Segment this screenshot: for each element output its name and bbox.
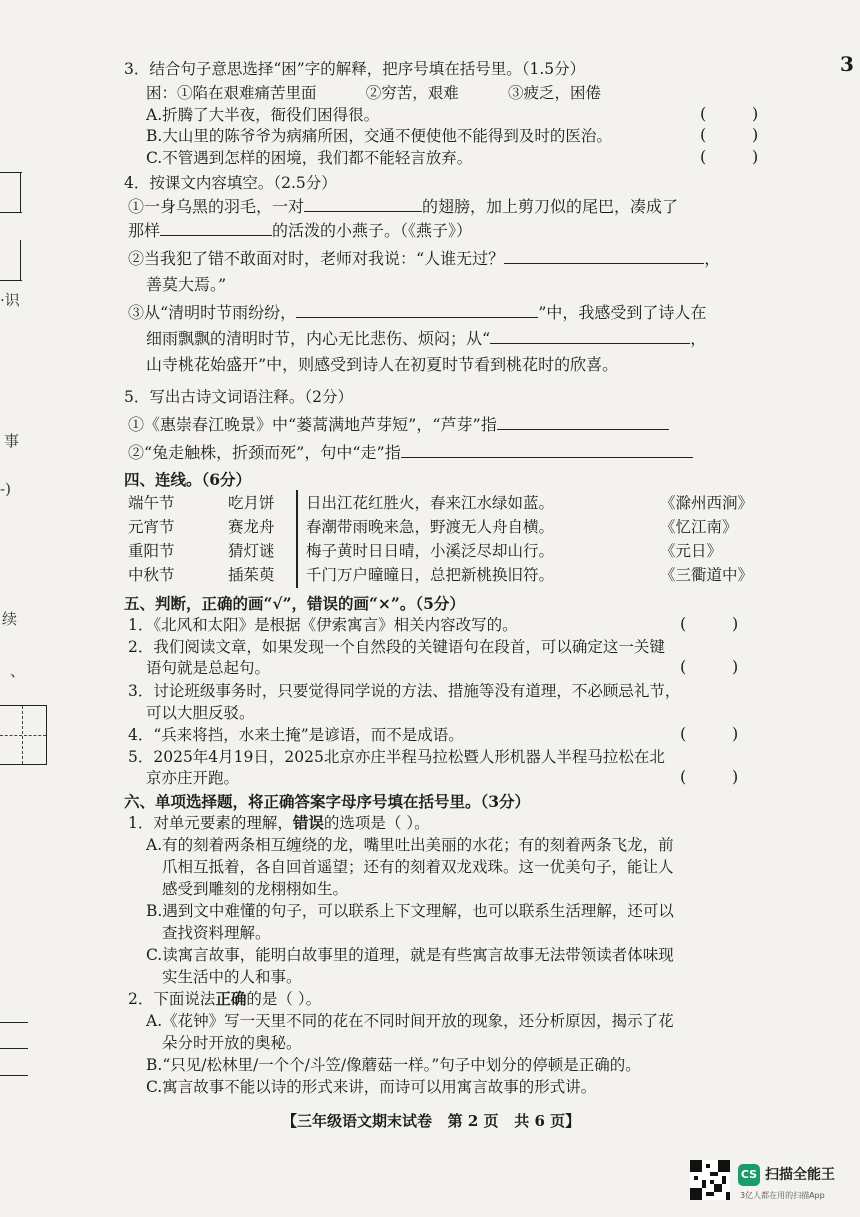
answer-parens[interactable]: ( ) [700, 147, 759, 166]
choice-q2 [128, 988, 321, 1010]
choice-q1-a: A.有的刻着两条相互缠绕的龙，嘴里吐出美丽的水花；有的刻着两条飞龙，前 [146, 836, 674, 854]
choice-q2-prefix: 2．下面说法 [128, 990, 216, 1008]
margin-line [0, 172, 22, 173]
q3-options: 困：①陷在艰难痛苦里面 ②穷苦，艰难 ③疲乏，困倦 [146, 84, 602, 102]
q4-line3 [128, 248, 720, 270]
margin-line [20, 240, 21, 280]
judge-item-4: 4．“兵来将挡，水来土掩”是谚语，而不是成语。 [128, 726, 464, 744]
page-corner-number: 3 [840, 52, 854, 76]
choice-q2-a: A.《花钟》写一天里不同的花在不同时间开放的现象，还分析原因，揭示了花 [146, 1012, 674, 1030]
choice-q1 [128, 812, 430, 834]
choice-q1-b-cont: 查找资料理解。 [162, 924, 271, 942]
festival-item[interactable]: 重阳节 [128, 542, 175, 560]
q4-line2b: 的活泼的小燕子。（《燕子》） [272, 221, 473, 240]
fill-blank[interactable] [304, 197, 422, 212]
choice-q1-a-cont: 爪相互抵着，各自回首遥望；还有的刻着双龙戏珠。这一优美句子，能让人 [162, 858, 674, 876]
section6-title: 六、单项选择题，将正确答案字母序号填在括号里。（3分） [124, 792, 531, 811]
choice-q1-suffix: 的选项是（ ）。 [323, 814, 430, 832]
choice-q1-a-cont: 感受到雕刻的龙栩栩如生。 [162, 880, 349, 898]
margin-mark: 续 [2, 610, 18, 628]
q4-line6 [146, 328, 706, 350]
answer-parens[interactable]: ( ) [700, 104, 759, 123]
choice-q2-a-cont: 朵分时开放的奥秘。 [162, 1034, 302, 1052]
poem-title[interactable]: 《元日》 [660, 542, 723, 560]
margin-line [0, 212, 22, 213]
q4-line7: 山寺桃花始盛开”中，则感受到诗人在初夏时节看到桃花时的欣喜。 [146, 355, 619, 374]
q5-line2 [128, 442, 693, 464]
section5-title: 五、判断，正确的画“√”，错误的画“×”。（5分） [124, 594, 465, 613]
section4-title: 四、连线。（6分） [124, 470, 252, 489]
margin-writing-box [0, 705, 47, 765]
qr-code-icon [690, 1160, 730, 1200]
choice-q2-b: B.“只见/松林里/一个个/斗笠/像蘑菇一样。”句子中划分的停顿是正确的。 [146, 1056, 641, 1074]
margin-mark: 、 [10, 662, 26, 680]
poem-line[interactable]: 梅子黄时日日晴，小溪泛尽却山行。 [306, 542, 555, 560]
answer-parens[interactable]: ( ) [680, 724, 739, 743]
margin-mark: 事 [4, 432, 20, 450]
judge-item-5: 5．2025年4月19日，2025北京亦庄半程马拉松暨人形机器人半程马拉松在北 [128, 748, 665, 766]
answer-parens[interactable]: ( ) [700, 125, 759, 144]
q4-title: 4．按课文内容填空。（2.5分） [124, 174, 337, 192]
choice-q1-prefix: 1．对单元要素的理解， [128, 814, 293, 832]
scanner-logo: CS [738, 1164, 760, 1186]
margin-line [0, 280, 22, 281]
page-footer: 【三年级语文期末试卷 第 2 页 共 6 页】 [282, 1112, 581, 1130]
answer-parens[interactable]: ( ) [680, 767, 739, 786]
fill-blank[interactable] [296, 303, 538, 318]
q3-title: 3．结合句子意思选择“困”字的解释，把序号填在括号里。（1.5分） [124, 60, 586, 78]
q5-line2-text: ②“兔走触株，折颈而死”，句中“走”指 [128, 443, 401, 462]
margin-mark: ·识 [0, 291, 20, 309]
q4-line4: 善莫大焉。” [146, 275, 227, 294]
q3-item-b: B.大山里的陈爷爷为病痛所困，交通不便使他不能得到及时的医治。 [146, 127, 612, 145]
choice-q1-c: C.读寓言故事，能明白故事里的道理，就是有些寓言故事无法带领读者体味现 [146, 946, 674, 964]
fill-blank[interactable] [401, 443, 693, 458]
judge-item-2: 2．我们阅读文章，如果发现一个自然段的关键语句在段首，可以确定这一关键 [128, 638, 665, 656]
q4-line1a: ①一身乌黑的羽毛，一对 [128, 197, 305, 216]
q4-line1 [128, 196, 678, 218]
poem-title[interactable]: 《忆江南》 [660, 518, 738, 536]
margin-mark: -) [0, 480, 11, 498]
q4-line3b: ， [704, 249, 721, 268]
q5-title: 5．写出古诗文词语注释。（2分） [124, 388, 353, 406]
fill-blank[interactable] [490, 329, 690, 344]
judge-item-1: 1．《北风和太阳》是根据《伊索寓言》相关内容改写的。 [128, 616, 518, 634]
q5-line1 [128, 414, 669, 436]
choice-q1-keyword: 错误 [292, 813, 324, 832]
festival-item[interactable]: 端午节 [128, 494, 175, 512]
matching-divider [296, 490, 298, 588]
poem-title[interactable]: 《三衢道中》 [660, 566, 754, 584]
q4-line5a: ③从“清明时节雨纷纷， [128, 303, 297, 322]
margin-line [0, 1022, 28, 1023]
margin-line [0, 1048, 28, 1049]
q4-line3a: ②当我犯了错不敢面对时，老师对我说：“人谁无过？ [128, 249, 505, 268]
choice-q2-c: C.寓言故事不能以诗的形式来讲，而诗可以用寓言故事的形式讲。 [146, 1078, 597, 1096]
custom-item[interactable]: 猜灯谜 [228, 542, 275, 560]
q4-line1b: 的翅膀，加上剪刀似的尾巴，凑成了 [422, 197, 679, 216]
festival-item[interactable]: 元宵节 [128, 518, 175, 536]
poem-title[interactable]: 《滁州西涧》 [660, 494, 754, 512]
fill-blank[interactable] [497, 415, 669, 430]
q4-line2a: 那样 [128, 221, 161, 240]
festival-item[interactable]: 中秋节 [128, 566, 175, 584]
q4-line5b: ”中，我感受到了诗人在 [538, 303, 707, 322]
answer-parens[interactable]: ( ) [680, 657, 739, 676]
scanner-brand: 扫描全能王 [765, 1167, 835, 1183]
custom-item[interactable]: 赛龙舟 [228, 518, 275, 536]
poem-line[interactable]: 日出江花红胜火，春来江水绿如蓝。 [306, 494, 555, 512]
q3-item-c: C.不管遇到怎样的困境，我们都不能轻言放弃。 [146, 149, 473, 167]
poem-line[interactable]: 千门万户曈曈日，总把新桃换旧符。 [306, 566, 555, 584]
q3-item-a: A.折腾了大半夜，衙役们困得很。 [146, 106, 380, 124]
margin-line [0, 1075, 28, 1076]
margin-line [20, 172, 21, 212]
q4-line6a: 细雨飘飘的清明时节，内心无比悲伤、烦闷；从“ [146, 329, 491, 348]
choice-q1-b: B.遇到文中难懂的句子，可以联系上下文理解，也可以联系生活理解，还可以 [146, 902, 674, 920]
choice-q2-suffix: 的是（ ）。 [246, 990, 322, 1008]
choice-q2-keyword: 正确 [215, 989, 247, 1008]
q4-line6b: ， [690, 329, 707, 348]
poem-line[interactable]: 春潮带雨晚来急，野渡无人舟自横。 [306, 518, 555, 536]
judge-item-5-cont: 京亦庄开跑。 [146, 769, 240, 787]
q4-line2 [128, 220, 472, 242]
q4-line5 [128, 302, 706, 324]
custom-item[interactable]: 吃月饼 [228, 494, 275, 512]
custom-item[interactable]: 插茱萸 [228, 566, 275, 584]
choice-q1-c-cont: 实生活中的人和事。 [162, 968, 302, 986]
scanner-tagline: 3亿人都在用的扫描App [740, 1191, 825, 1200]
fill-blank[interactable] [160, 221, 272, 236]
q5-line1-text: ①《惠崇春江晚景》中“蒌蒿满地芦芽短”，“芦芽”指 [128, 415, 497, 434]
answer-parens[interactable]: ( ) [680, 614, 739, 633]
judge-item-2-cont: 语句就是总起句。 [146, 659, 271, 677]
judge-item-3-cont: 可以大胆反驳。 [146, 704, 255, 722]
fill-blank[interactable] [504, 249, 704, 264]
judge-item-3: 3．讨论班级事务时，只要觉得同学说的方法、措施等没有道理，不必顾忌礼节， [128, 682, 681, 700]
